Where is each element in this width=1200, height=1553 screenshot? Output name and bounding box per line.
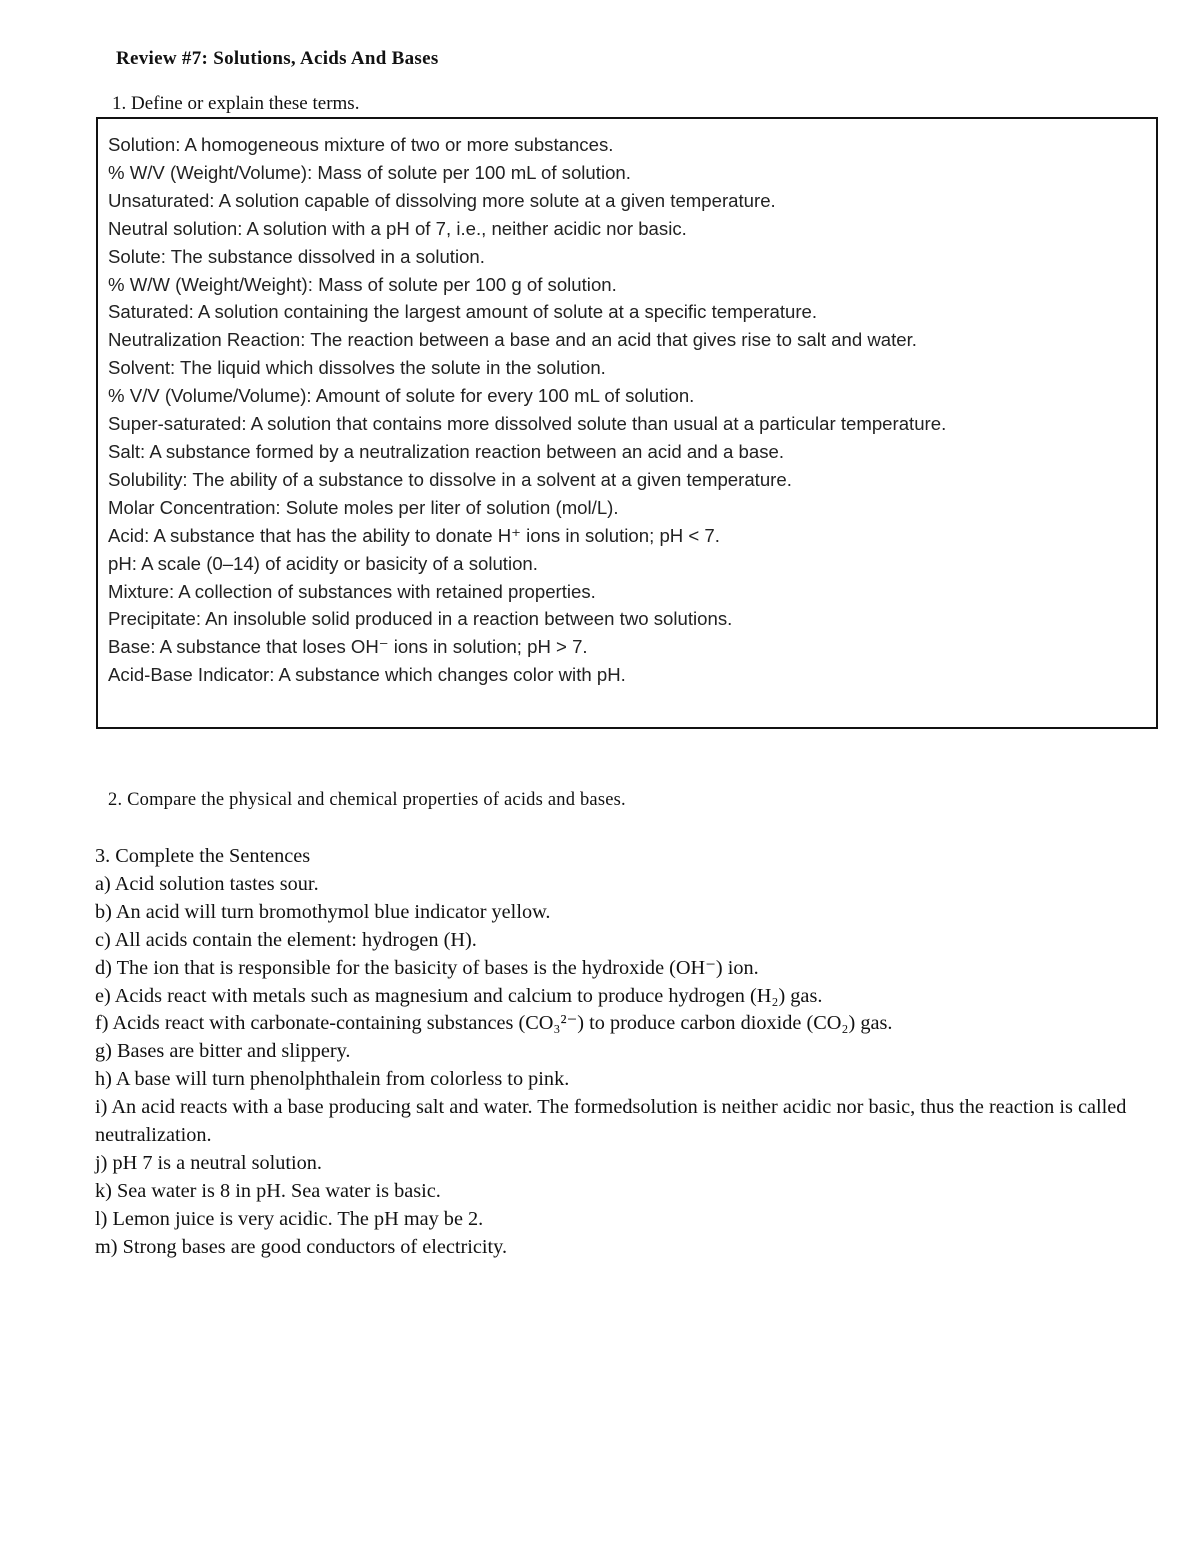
- sentence-item: d) The ion that is responsible for the basicity of bases is the hydroxide (OH⁻) ion.: [95, 956, 759, 979]
- question-2-prompt: 2. Compare the physical and chemical properties of acids and bases.: [108, 790, 626, 810]
- sentence-item: c) All acids contain the element: hydrogen (H).: [95, 928, 477, 951]
- sentence-item: f) Acids react with carbonate-containing substances (CO₃²⁻) to produce carbon dioxide (CO₂) gas.: [95, 1012, 893, 1035]
- sentence-item: h) A base will turn phenolphthalein from colorless to pink.: [95, 1068, 570, 1091]
- sentence-item: i) An acid reacts with a base producing salt and water. The formedsolution is neither acidic nor basic, thus the reaction is called neutralization.: [95, 1096, 1127, 1147]
- definition-item: Neutral solution: A solution with a pH of 7, i.e., neither acidic nor basic.: [108, 217, 687, 239]
- definition-item: Acid: A substance that has the ability to donate H⁺ ions in solution; pH < 7.: [108, 524, 720, 546]
- sentence-item: m) Strong bases are good conductors of electricity.: [95, 1235, 508, 1258]
- definition-item: Precipitate: An insoluble solid produced in a reaction between two solutions.: [108, 608, 733, 630]
- definitions-box: [96, 117, 1158, 729]
- sentence-item: l) Lemon juice is very acidic. The pH may be 2.: [95, 1207, 484, 1230]
- definition-item: Molar Concentration: Solute moles per liter of solution (mol/L).: [108, 496, 619, 518]
- definition-item: Acid-Base Indicator: A substance which changes color with pH.: [108, 664, 626, 686]
- sentence-list: [95, 871, 1145, 1262]
- definition-item: Unsaturated: A solution capable of dissolving more solute at a given temperature.: [108, 189, 776, 211]
- definition-item: % W/V (Weight/Volume): Mass of solute per 100 mL of solution.: [108, 161, 631, 183]
- definition-item: Salt: A substance formed by a neutralization reaction between an acid and a base.: [108, 440, 785, 462]
- definition-item: Saturated: A solution containing the largest amount of solute at a specific temperature.: [108, 301, 818, 323]
- sentence-item: a) Acid solution tastes sour.: [95, 872, 319, 895]
- sentence-item: e) Acids react with metals such as magnesium and calcium to produce hydrogen (H₂) gas.: [95, 984, 823, 1007]
- definition-item: Base: A substance that loses OH⁻ ions in solution; pH > 7.: [108, 636, 588, 658]
- question-3-title: 3. Complete the Sentences: [95, 845, 311, 867]
- question-1-prompt: 1. Define or explain these terms.: [112, 93, 360, 114]
- definition-item: % V/V (Volume/Volume): Amount of solute for every 100 mL of solution.: [108, 385, 695, 407]
- sentence-item: g) Bases are bitter and slippery.: [95, 1040, 351, 1063]
- sentence-item: j) pH 7 is a neutral solution.: [95, 1151, 323, 1174]
- definition-item: Mixture: A collection of substances with retained properties.: [108, 580, 596, 602]
- definition-item: Solubility: The ability of a substance to dissolve in a solvent at a given temperature.: [108, 468, 792, 490]
- sentence-item: k) Sea water is 8 in pH. Sea water is basic.: [95, 1179, 441, 1202]
- definition-item: Super-saturated: A solution that contains more dissolved solute than usual at a particular temperature.: [108, 413, 947, 435]
- sentence-item: b) An acid will turn bromothymol blue indicator yellow.: [95, 900, 551, 923]
- definition-item: Solute: The substance dissolved in a solution.: [108, 245, 485, 267]
- definition-item: % W/W (Weight/Weight): Mass of solute per 100 g of solution.: [108, 273, 617, 295]
- definition-item: Neutralization Reaction: The reaction between a base and an acid that gives rise to salt and water.: [108, 329, 917, 351]
- definition-item: pH: A scale (0–14) of acidity or basicity of a solution.: [108, 552, 538, 574]
- definition-item: Solvent: The liquid which dissolves the solute in the solution.: [108, 357, 606, 379]
- definitions-list: [108, 131, 946, 689]
- question-3-section: [95, 843, 1145, 1262]
- page-title: Review #7: Solutions, Acids And Bases: [116, 48, 439, 69]
- definition-item: Solution: A homogeneous mixture of two or more substances.: [108, 134, 614, 155]
